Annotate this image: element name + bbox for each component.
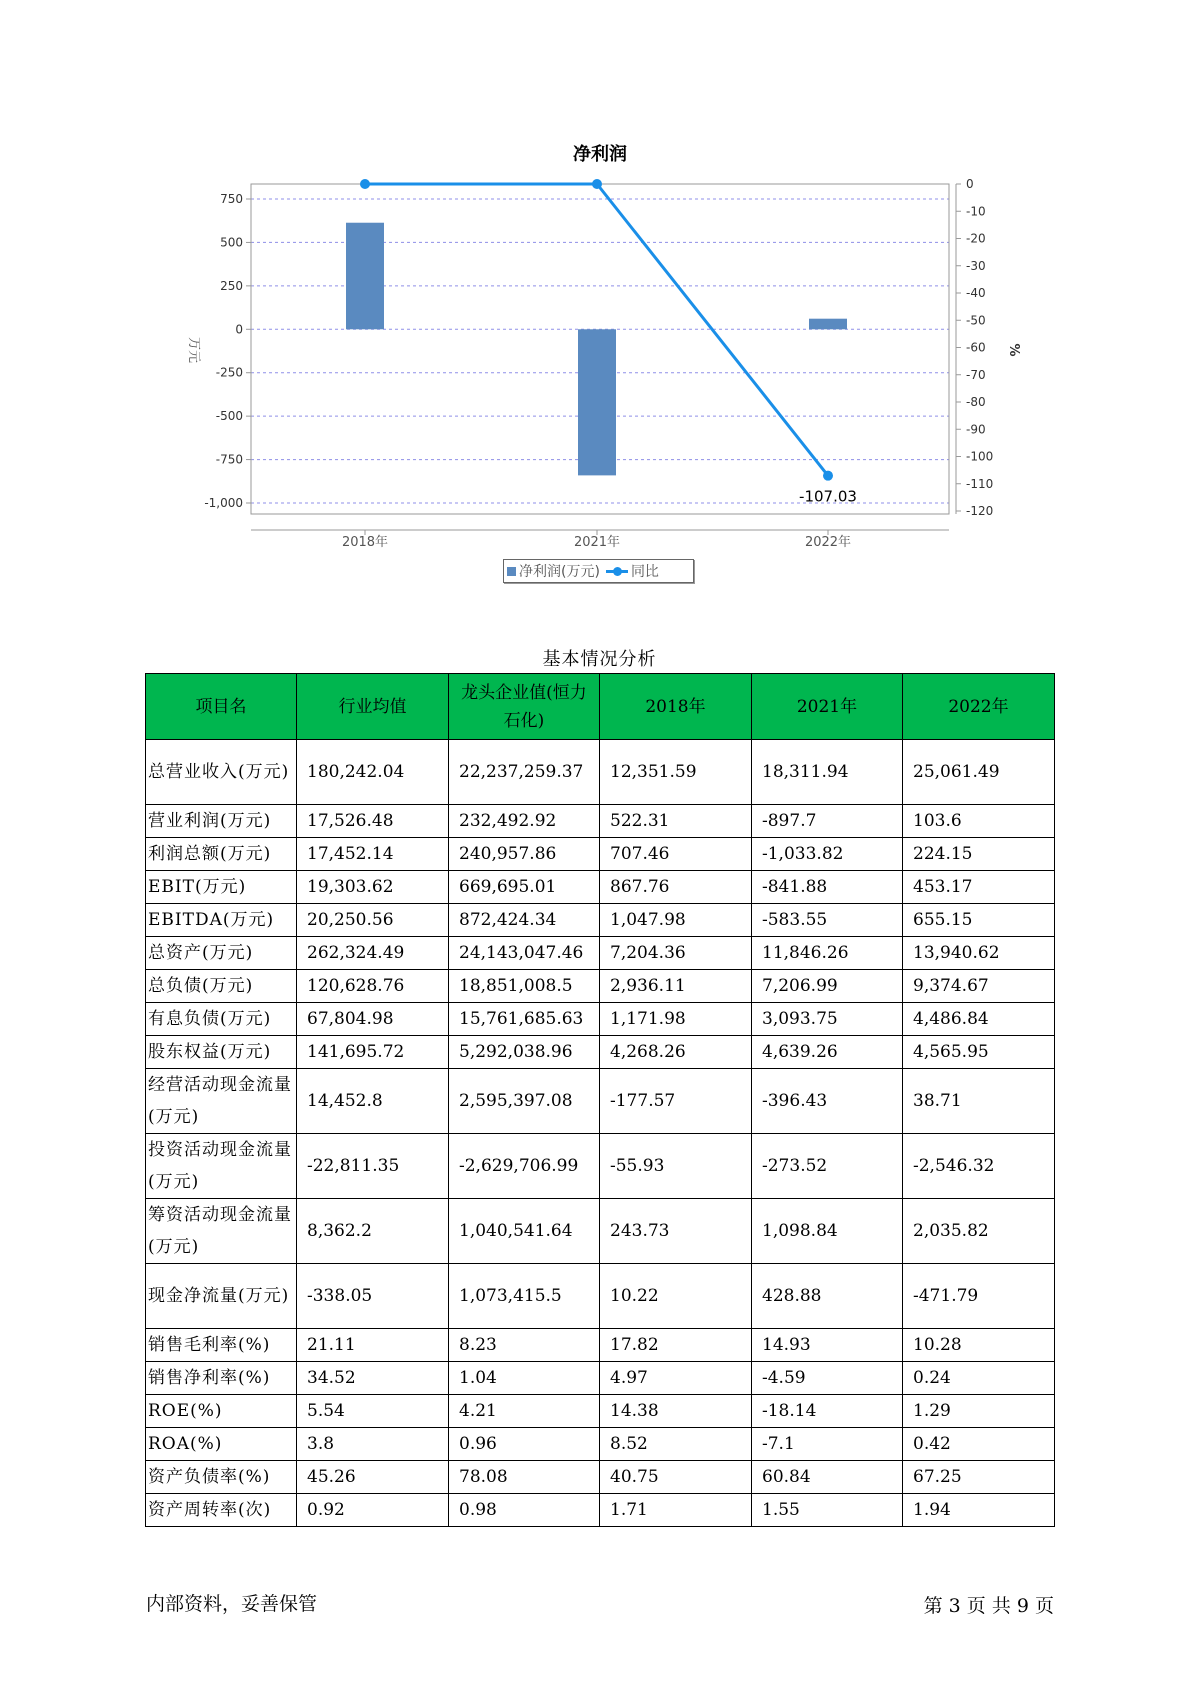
value-cell: 4,268.26 — [600, 1036, 752, 1069]
value-cell: 707.46 — [600, 838, 752, 871]
value-cell: 180,242.04 — [297, 740, 449, 805]
header-2022: 2022年 — [903, 674, 1055, 740]
value-cell: 120,628.76 — [297, 970, 449, 1003]
value-cell: 1,098.84 — [752, 1199, 903, 1264]
value-cell: -338.05 — [297, 1264, 449, 1329]
table-row — [146, 1461, 1055, 1494]
value-cell: 8.52 — [600, 1428, 752, 1461]
value-cell: 4,486.84 — [903, 1003, 1055, 1036]
table-row — [146, 937, 1055, 970]
row-name-cell: 有息负债(万元) — [146, 1003, 297, 1036]
y-tick-label: -250 — [215, 365, 243, 380]
table-caption: 基本情况分析 — [542, 649, 657, 670]
value-cell: 1.29 — [903, 1395, 1055, 1428]
row-name-cell: EBITDA(万元) — [146, 904, 297, 937]
table-row — [146, 1003, 1055, 1036]
value-cell: -471.79 — [903, 1264, 1055, 1329]
table-row — [146, 871, 1055, 904]
value-cell: 240,957.86 — [449, 838, 600, 871]
value-cell: 45.26 — [297, 1461, 449, 1494]
value-cell: 1,047.98 — [600, 904, 752, 937]
bar — [346, 223, 384, 330]
value-cell: 15,761,685.63 — [449, 1003, 600, 1036]
row-name-cell: 筹资活动现金流量(万元) — [146, 1199, 297, 1264]
value-cell: 5,292,038.96 — [449, 1036, 600, 1069]
value-cell: 1,040,541.64 — [449, 1199, 600, 1264]
value-cell: 141,695.72 — [297, 1036, 449, 1069]
value-cell: 8.23 — [449, 1329, 600, 1362]
y2-tick-label: -80 — [966, 395, 986, 409]
table-row — [146, 1036, 1055, 1069]
y2-tick-label: -30 — [966, 258, 986, 273]
yoy-point — [823, 471, 833, 481]
row-name-cell: ROA(%) — [146, 1428, 297, 1461]
value-cell: 14.93 — [752, 1329, 903, 1362]
table-row — [146, 970, 1055, 1003]
row-name-cell: 投资活动现金流量(万元) — [146, 1134, 297, 1199]
value-cell: 1.04 — [449, 1362, 600, 1395]
row-name-cell: 资产周转率(次) — [146, 1494, 297, 1527]
value-cell: 872,424.34 — [449, 904, 600, 937]
bar — [809, 319, 847, 330]
value-cell: 232,492.92 — [449, 805, 600, 838]
y-tick-label: 750 — [220, 192, 243, 206]
row-name-cell: EBIT(万元) — [146, 871, 297, 904]
value-cell: -22,811.35 — [297, 1134, 449, 1199]
value-cell: 5.54 — [297, 1395, 449, 1428]
value-cell: 38.71 — [903, 1069, 1055, 1134]
table-row — [146, 1395, 1055, 1428]
header-leader-value: 龙头企业值(恒力石化) — [449, 674, 600, 740]
value-cell: 0.96 — [449, 1428, 600, 1461]
value-cell: -583.55 — [752, 904, 903, 937]
value-cell: -2,546.32 — [903, 1134, 1055, 1199]
header-industry-avg: 行业均值 — [297, 674, 449, 740]
value-cell: 428.88 — [752, 1264, 903, 1329]
table-row — [146, 1264, 1055, 1329]
value-cell: 243.73 — [600, 1199, 752, 1264]
header-item-name: 项目名 — [146, 674, 297, 740]
value-cell: 2,035.82 — [903, 1199, 1055, 1264]
yoy-point — [360, 179, 370, 189]
value-cell: 867.76 — [600, 871, 752, 904]
row-name-cell: 现金净流量(万元) — [146, 1264, 297, 1329]
y2-tick-label: -20 — [966, 231, 986, 246]
value-cell: 13,940.62 — [903, 937, 1055, 970]
value-cell: 67.25 — [903, 1461, 1055, 1494]
value-cell: -2,629,706.99 — [449, 1134, 600, 1199]
row-name-cell: 总营业收入(万元) — [146, 740, 297, 805]
value-cell: 17,526.48 — [297, 805, 449, 838]
y2-tick-label: -120 — [966, 504, 994, 518]
y-tick-label: -750 — [215, 452, 243, 467]
row-name-cell: 销售净利率(%) — [146, 1362, 297, 1395]
value-cell: 453.17 — [903, 871, 1055, 904]
value-cell: 7,206.99 — [752, 970, 903, 1003]
value-cell: 78.08 — [449, 1461, 600, 1494]
value-cell: 12,351.59 — [600, 740, 752, 805]
value-cell: -396.43 — [752, 1069, 903, 1134]
table-row — [146, 1428, 1055, 1461]
value-cell: 103.6 — [903, 805, 1055, 838]
value-cell: -18.14 — [752, 1395, 903, 1428]
table-row — [146, 740, 1055, 805]
x-tick-label: 2022年 — [804, 535, 852, 550]
table-row — [146, 805, 1055, 838]
value-cell: 1,171.98 — [600, 1003, 752, 1036]
value-cell: 0.42 — [903, 1428, 1055, 1461]
table-header-row — [146, 674, 1055, 740]
value-cell: 11,846.26 — [752, 937, 903, 970]
y2-tick-label: -70 — [966, 367, 986, 382]
table-row — [146, 838, 1055, 871]
y-tick-label: 250 — [220, 278, 243, 293]
value-cell: 3.8 — [297, 1428, 449, 1461]
value-cell: 40.75 — [600, 1461, 752, 1494]
value-cell: 0.92 — [297, 1494, 449, 1527]
value-cell: 18,851,008.5 — [449, 970, 600, 1003]
footer-confidential-note: 内部资料，妥善保管 — [146, 1593, 318, 1615]
value-cell: 4.21 — [449, 1395, 600, 1428]
x-tick-label: 2018年 — [341, 535, 389, 550]
value-cell: 14,452.8 — [297, 1069, 449, 1134]
value-cell: -7.1 — [752, 1428, 903, 1461]
row-name-cell: 资产负债率(%) — [146, 1461, 297, 1494]
row-name-cell: 股东权益(万元) — [146, 1036, 297, 1069]
value-cell: 17,452.14 — [297, 838, 449, 871]
legend-bar-swatch — [507, 567, 516, 576]
row-name-cell: 总负债(万元) — [146, 970, 297, 1003]
chart-title: 净利润 — [573, 144, 627, 165]
value-cell: 25,061.49 — [903, 740, 1055, 805]
table-row — [146, 1069, 1055, 1134]
value-cell: 262,324.49 — [297, 937, 449, 970]
value-cell: 4,565.95 — [903, 1036, 1055, 1069]
row-name-cell: 营业利润(万元) — [146, 805, 297, 838]
value-cell: 669,695.01 — [449, 871, 600, 904]
table-row — [146, 1362, 1055, 1395]
y2-tick-label: -110 — [966, 476, 994, 491]
y-axis-label: 万元 — [186, 336, 201, 364]
value-cell: -841.88 — [752, 871, 903, 904]
table-row — [146, 1329, 1055, 1362]
yoy-point — [592, 179, 602, 189]
y2-axis-label: % — [1006, 343, 1021, 357]
chart-legend — [503, 559, 694, 583]
value-cell: 17.82 — [600, 1329, 752, 1362]
value-cell: 60.84 — [752, 1461, 903, 1494]
header-2021: 2021年 — [752, 674, 903, 740]
legend-line-marker-icon — [606, 570, 628, 573]
value-cell: 34.52 — [297, 1362, 449, 1395]
value-cell: -177.57 — [600, 1069, 752, 1134]
value-cell: 224.15 — [903, 838, 1055, 871]
value-cell: 9,374.67 — [903, 970, 1055, 1003]
y2-tick-label: -90 — [966, 422, 986, 437]
y-tick-label: -500 — [215, 409, 243, 424]
row-name-cell: ROE(%) — [146, 1395, 297, 1428]
basic-analysis-table — [145, 673, 1055, 1527]
row-name-cell: 经营活动现金流量(万元) — [146, 1069, 297, 1134]
y2-tick-label: -10 — [966, 204, 986, 219]
table-row — [146, 1134, 1055, 1199]
value-cell: -273.52 — [752, 1134, 903, 1199]
x-tick-label: 2021年 — [573, 535, 621, 550]
value-cell: 8,362.2 — [297, 1199, 449, 1264]
y-tick-label: 0 — [235, 322, 243, 337]
table-row — [146, 1199, 1055, 1264]
y-tick-label: -1,000 — [204, 496, 243, 510]
bar — [578, 329, 616, 475]
value-cell: 0.98 — [449, 1494, 600, 1527]
y-tick-label: 500 — [220, 235, 243, 250]
value-cell: 3,093.75 — [752, 1003, 903, 1036]
value-cell: 2,595,397.08 — [449, 1069, 600, 1134]
value-cell: 1.71 — [600, 1494, 752, 1527]
value-cell: 24,143,047.46 — [449, 937, 600, 970]
y2-tick-label: -100 — [966, 449, 994, 464]
value-cell: 1,073,415.5 — [449, 1264, 600, 1329]
value-cell: 21.11 — [297, 1329, 449, 1362]
value-cell: -4.59 — [752, 1362, 903, 1395]
value-cell: 7,204.36 — [600, 937, 752, 970]
legend-line-label: 同比 — [630, 564, 659, 580]
value-cell: -897.7 — [752, 805, 903, 838]
value-cell: 67,804.98 — [297, 1003, 449, 1036]
value-cell: 4.97 — [600, 1362, 752, 1395]
value-cell: -55.93 — [600, 1134, 752, 1199]
value-cell: 2,936.11 — [600, 970, 752, 1003]
value-cell: 522.31 — [600, 805, 752, 838]
table-row — [146, 1494, 1055, 1527]
row-name-cell: 销售毛利率(%) — [146, 1329, 297, 1362]
yoy-data-label: -107.03 — [799, 487, 857, 506]
footer-page-number: 第 3 页 共 9 页 — [923, 1595, 1054, 1617]
value-cell: 18,311.94 — [752, 740, 903, 805]
value-cell: 22,237,259.37 — [449, 740, 600, 805]
table-row — [146, 904, 1055, 937]
y2-tick-label: -60 — [966, 340, 986, 355]
legend-bar-label: 净利润(万元) — [519, 564, 600, 580]
header-2018: 2018年 — [600, 674, 752, 740]
row-name-cell: 利润总额(万元) — [146, 838, 297, 871]
value-cell: 10.22 — [600, 1264, 752, 1329]
value-cell: -1,033.82 — [752, 838, 903, 871]
y2-tick-label: -50 — [966, 313, 986, 328]
value-cell: 10.28 — [903, 1329, 1055, 1362]
value-cell: 655.15 — [903, 904, 1055, 937]
value-cell: 20,250.56 — [297, 904, 449, 937]
row-name-cell: 总资产(万元) — [146, 937, 297, 970]
y2-tick-label: 0 — [966, 177, 974, 191]
value-cell: 1.94 — [903, 1494, 1055, 1527]
value-cell: 0.24 — [903, 1362, 1055, 1395]
value-cell: 1.55 — [752, 1494, 903, 1527]
value-cell: 19,303.62 — [297, 871, 449, 904]
value-cell: 14.38 — [600, 1395, 752, 1428]
net-profit-chart — [0, 0, 1191, 600]
value-cell: 4,639.26 — [752, 1036, 903, 1069]
y2-tick-label: -40 — [966, 286, 986, 300]
